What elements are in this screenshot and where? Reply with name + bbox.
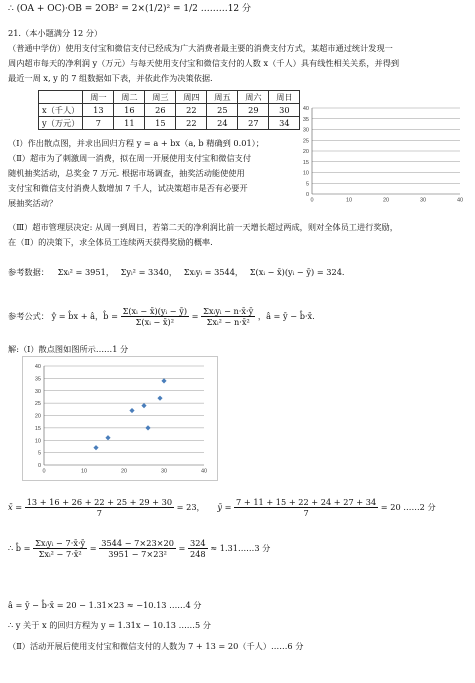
- b-lhs-den: Σxᵢ² − 7·x̄²: [38, 549, 82, 560]
- mean-line: x̄ = $\frac{13 + 16 + 26 + 22 + 25 + 29 + 30}{7}$ = 23， ȳ = $\frac{7 + 11 + 15 + 22 + 24 + 27 + 34}{7}$ = 20 ……2 分: [8, 497, 436, 519]
- problem-intro-1: （普通中学仿）使用支付宝和微信支付已经成为广大消费者最主要的消费支付方式，某超市通过统计发现一: [8, 43, 393, 53]
- y-tick-label: 0: [37, 463, 41, 469]
- question-3-line-1: （Ⅲ）超市管理层决定: 从周一到周日，若第二天的净利润比前一天增长超过两成，则对全体员工进行奖励，: [8, 222, 398, 232]
- table-cell: y（万元）: [39, 117, 83, 130]
- xbar-numerator: 13 + 16 + 26 + 22 + 25 + 29 + 30: [26, 497, 173, 507]
- formula-head: ŷ = b̂x + â，b̂ =: [51, 310, 118, 321]
- x-tick-label: 0: [42, 468, 46, 475]
- problem-header: 21.（本小题满分 12 分）: [8, 28, 103, 38]
- y-tick-label: 30: [34, 388, 41, 395]
- b-mid-fraction: [99, 538, 176, 560]
- table-cell: 16: [114, 104, 145, 117]
- y-tick-label: 20: [302, 149, 309, 155]
- table-cell: 周五: [207, 91, 238, 104]
- xbar-result: = 23，: [176, 501, 205, 512]
- question-2-line-3: 支付宝和微信支付消费人数增加 7 千人，试决策超市是否有必要开: [8, 183, 248, 193]
- y-tick-label: 30: [302, 127, 309, 134]
- table-cell: 30: [269, 104, 300, 117]
- x-tick-label: 10: [345, 197, 353, 204]
- question-3-line-2: 在（Ⅱ）的决策下，求全体员工连续两天获得奖励的概率.: [8, 237, 213, 247]
- y-tick-label: 40: [302, 106, 309, 112]
- y-tick-label: 5: [37, 450, 41, 457]
- data-point: [145, 425, 150, 430]
- ybar-result: = 20 ……2 分: [380, 501, 436, 512]
- scatter-chart: [22, 356, 218, 481]
- question-2-line-2: 随机抽奖活动，总奖金 7 万元. 根据市场调查，抽奖活动能使使用: [8, 168, 245, 178]
- ybar-numerator: 7 + 11 + 15 + 22 + 24 + 27 + 34: [236, 497, 377, 507]
- b-hat-line: ∴ b̂ = $\frac{\text{Σxᵢyᵢ − 7·x̄·ȳ}}{\text{Σxᵢ² − 7·x̄²}}$ = $\frac{3544 - 7\times 23\times 20}{\text{3951 − 7×23²}}$ = $\frac{324}{248}$ ≈ 1.31……3 分: [8, 538, 271, 560]
- b-value-fraction: [188, 538, 208, 560]
- xbar-denominator: 7: [96, 508, 102, 519]
- b-result: ≈ 1.31……3 分: [210, 542, 271, 553]
- ref-eq-sum-dev: Σ(xᵢ − x̄)(yᵢ − ȳ) = 324: [249, 267, 342, 277]
- y-tick-label: 10: [302, 170, 309, 177]
- y-tick-label: 15: [302, 159, 309, 166]
- x-tick-label: 40: [456, 197, 464, 204]
- problem-intro-3: 最近一周 x, y 的 7 组数据如下表，并依此作为决策依据.: [8, 73, 213, 83]
- question-2-line-4: 展抽奖活动？: [8, 198, 58, 208]
- x-tick-label: 40: [200, 468, 208, 475]
- table-cell: 13: [83, 104, 114, 117]
- y-tick-label: 25: [302, 138, 309, 145]
- data-point: [161, 378, 166, 383]
- ref-eq-sum-xy: Σxᵢyᵢ = 3544: [183, 267, 235, 277]
- problem-intro-2: 周内超市每天的净利润 y（万元）与每天使用支付宝和微信支付的人数 x（千人）具有线性相关关系，并得到: [8, 58, 400, 68]
- table-header-row: [39, 91, 300, 104]
- table-row: [39, 104, 300, 117]
- table-cell: 11: [114, 117, 145, 130]
- formula-den-2: Σxᵢ² − n·x̄²: [206, 317, 250, 328]
- formula-tail: ，â = ȳ − b̂·x̄.: [257, 310, 315, 321]
- b-lhs-fraction: [33, 538, 87, 560]
- y-tick-label: 10: [34, 438, 41, 445]
- a-hat-line: â = ȳ − b̂·x̄ = 20 − 1.31×23 ≈ −10.13 ……4 分: [8, 600, 202, 610]
- formula-label: 参考公式：: [8, 310, 49, 321]
- table-cell: 周六: [238, 91, 269, 104]
- table-cell: 周四: [176, 91, 207, 104]
- table-cell: 22: [176, 117, 207, 130]
- formula-fraction-1: [121, 306, 189, 328]
- x-tick-label: 30: [160, 468, 168, 475]
- table-cell: 15: [145, 117, 176, 130]
- data-point: [93, 445, 98, 450]
- regression-line: ∴ y 关于 x 的回归方程为 y = 1.31x − 10.13 ……5 分: [8, 620, 211, 630]
- empty-grid-chart: [296, 104, 466, 206]
- b-value-num: 324: [190, 538, 206, 548]
- table-cell: 7: [83, 117, 114, 130]
- table-row: [39, 117, 300, 130]
- b-lhs-num: Σxᵢyᵢ − 7·x̄·ȳ: [35, 538, 86, 548]
- y-tick-label: 20: [34, 413, 41, 420]
- top-line: ∴ (OA + OC)·OB = 2OB² = 2×(1/2)² = 1/2 ………12 分: [8, 4, 252, 14]
- table-cell: [39, 91, 83, 104]
- table-cell: x（千人）: [39, 104, 83, 117]
- table-cell: 29: [238, 104, 269, 117]
- b-value-den: 248: [190, 549, 206, 560]
- formula-num-2: Σxᵢyᵢ − n·x̄·ȳ: [203, 306, 254, 316]
- formula-num-1: Σ(xᵢ − x̄)(yᵢ − ȳ): [122, 306, 188, 316]
- table-cell: 34: [269, 117, 300, 130]
- table-cell: 周二: [114, 91, 145, 104]
- y-tick-label: 15: [34, 425, 41, 432]
- reference-data-row: 参考数据： Σxᵢ² = 3951， Σyᵢ² = 3340， Σxᵢyᵢ = 3544， Σ(xᵢ − x̄)(yᵢ − ȳ) = 324.: [8, 267, 345, 277]
- table-cell: 周一: [83, 91, 114, 104]
- xbar-fraction: [25, 497, 174, 519]
- chart-frame: [23, 357, 218, 481]
- ybar-fraction: [234, 497, 378, 519]
- y-tick-label: 35: [34, 376, 41, 383]
- question-2-line-1: （Ⅱ）超市为了刺激周一消费，拟在周一开展使用支付宝和微信支付: [8, 153, 252, 163]
- data-point: [157, 396, 162, 401]
- x-tick-label: 20: [382, 197, 390, 204]
- reference-data-label: 参考数据：: [8, 267, 49, 277]
- table-cell: 25: [207, 104, 238, 117]
- x-tick-label: 0: [310, 197, 314, 204]
- reference-formula-row: 参考公式： ŷ = b̂x + â，b̂ = $\frac{\text{Σ(xᵢ − x̄)(yᵢ − ȳ)}}{\text{Σ(xᵢ − x̄)²}}$ = $\frac{\text{Σxᵢyᵢ − n·x̄·ȳ}}{\text{Σxᵢ² − n·x̄²}}$ ，â = ȳ − b̂·x̄.: [8, 306, 315, 328]
- question-2-solution-line: （Ⅱ）活动开展后使用支付宝和微信支付的人数为 7 + 13 = 20（千人）……6 分: [8, 641, 304, 651]
- ref-eq-sum-x2: Σxᵢ² = 3951: [57, 267, 106, 277]
- formula-fraction-2: [201, 306, 255, 328]
- table-cell: 22: [176, 104, 207, 117]
- x-tick-label: 20: [120, 468, 128, 475]
- y-tick-label: 35: [302, 116, 309, 123]
- data-point: [105, 435, 110, 440]
- b-mid-num: 3544 − 7×23×20: [101, 538, 174, 548]
- x-tick-label: 30: [419, 197, 427, 204]
- y-tick-label: 0: [305, 192, 309, 198]
- table-cell: 周三: [145, 91, 176, 104]
- table-cell: 26: [145, 104, 176, 117]
- data-table: [38, 90, 300, 130]
- table-cell: 24: [207, 117, 238, 130]
- b-mid-den: 3951 − 7×23²: [108, 549, 167, 560]
- ref-eq-sum-y2: Σyᵢ² = 3340: [120, 267, 169, 277]
- data-point: [129, 408, 134, 413]
- formula-den-1: Σ(xᵢ − x̄)²: [135, 317, 175, 328]
- solution-intro: 解:（Ⅰ）散点图如图所示……1 分: [8, 344, 129, 354]
- y-tick-label: 40: [34, 364, 41, 370]
- ybar-denominator: 7: [303, 508, 309, 519]
- x-tick-label: 10: [80, 468, 88, 475]
- y-tick-label: 5: [305, 181, 309, 188]
- data-point: [141, 403, 146, 408]
- table-cell: 周日: [269, 91, 300, 104]
- y-tick-label: 25: [34, 401, 41, 408]
- question-1: （Ⅰ）作出散点图，并求出回归方程 y = a + bx（a, b 精确到 0.01）；: [8, 138, 264, 148]
- table-cell: 27: [238, 117, 269, 130]
